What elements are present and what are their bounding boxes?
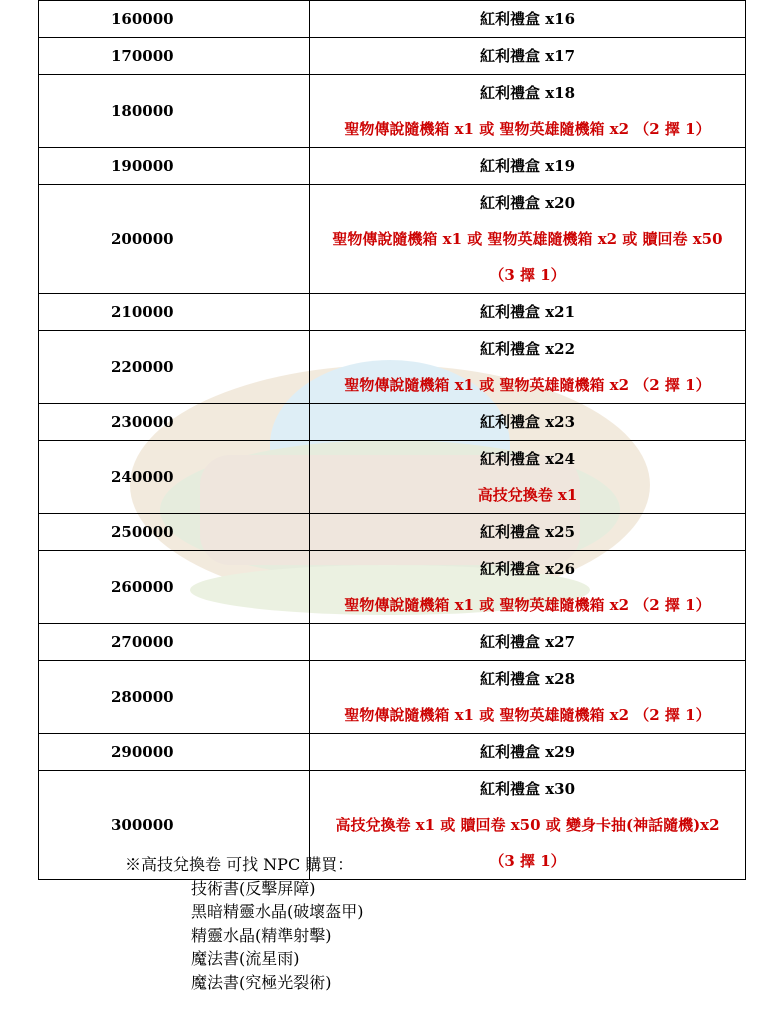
amount-cell: 160000 — [39, 1, 310, 38]
reward-line: 紅利禮盒 x25 — [479, 523, 576, 541]
table-row — [39, 331, 746, 404]
reward-cell — [310, 551, 746, 624]
reward-line: 聖物傳說隨機箱 x1 或 聖物英雄隨機箱 x2 （2 擇 1） — [344, 120, 711, 138]
table-row — [39, 148, 746, 185]
table-row — [39, 38, 746, 75]
reward-line: 聖物傳說隨機箱 x1 或 聖物英雄隨機箱 x2 （2 擇 1） — [344, 706, 711, 724]
reward-cell — [310, 75, 746, 148]
reward-line: 紅利禮盒 x19 — [479, 157, 576, 175]
amount-cell: 260000 — [39, 551, 310, 624]
table-row — [39, 404, 746, 441]
reward-cell — [310, 1, 746, 38]
reward-line: 聖物傳說隨機箱 x1 或 聖物英雄隨機箱 x2 （2 擇 1） — [344, 596, 711, 614]
reward-line: 紅利禮盒 x28 — [479, 670, 576, 688]
amount-cell: 210000 — [39, 294, 310, 331]
reward-line: 聖物傳說隨機箱 x1 或 聖物英雄隨機箱 x2 或 贖回卷 x50 — [332, 230, 723, 248]
reward-line: 紅利禮盒 x22 — [479, 340, 576, 358]
reward-line: 紅利禮盒 x23 — [479, 413, 576, 431]
reward-line: 紅利禮盒 x21 — [479, 303, 576, 321]
reward-cell — [310, 661, 746, 734]
table-row — [39, 624, 746, 661]
reward-cell — [310, 441, 746, 514]
reward-line: 紅利禮盒 x27 — [479, 633, 576, 651]
reward-cell — [310, 514, 746, 551]
amount-cell: 250000 — [39, 514, 310, 551]
amount-cell: 270000 — [39, 624, 310, 661]
reward-line: 紅利禮盒 x29 — [479, 743, 576, 761]
reward-line: 紅利禮盒 x30 — [479, 780, 576, 798]
amount-cell: 220000 — [39, 331, 310, 404]
reward-cell — [310, 771, 746, 880]
rewards-table — [38, 0, 746, 880]
reward-line: 高技兌換卷 x1 — [477, 486, 578, 504]
reward-line: 紅利禮盒 x16 — [479, 10, 576, 28]
table-row — [39, 551, 746, 624]
amount-cell: 180000 — [39, 75, 310, 148]
amount-cell: 230000 — [39, 404, 310, 441]
reward-line: 聖物傳說隨機箱 x1 或 聖物英雄隨機箱 x2 （2 擇 1） — [344, 376, 711, 394]
reward-cell — [310, 38, 746, 75]
npc-note — [125, 853, 364, 994]
note-item: 魔法書(究極光裂術) — [191, 972, 332, 992]
amount-cell: 240000 — [39, 441, 310, 514]
reward-line: （3 擇 1） — [489, 852, 566, 870]
reward-line: 紅利禮盒 x18 — [479, 84, 576, 102]
reward-cell — [310, 624, 746, 661]
reward-line: （3 擇 1） — [489, 266, 566, 284]
note-item: 魔法書(流星雨) — [191, 949, 300, 968]
amount-cell: 280000 — [39, 661, 310, 734]
table-row — [39, 75, 746, 148]
table-row — [39, 441, 746, 514]
amount-cell: 170000 — [39, 38, 310, 75]
reward-cell — [310, 404, 746, 441]
reward-cell — [310, 294, 746, 331]
reward-line: 紅利禮盒 x17 — [479, 47, 576, 65]
reward-cell — [310, 185, 746, 294]
table-row — [39, 1, 746, 38]
amount-cell: 200000 — [39, 185, 310, 294]
table-row — [39, 734, 746, 771]
amount-cell: 290000 — [39, 734, 310, 771]
table-row — [39, 514, 746, 551]
table-row — [39, 294, 746, 331]
table-row — [39, 185, 746, 294]
note-heading: ※高技兌換卷 可找 NPC 購買： — [125, 855, 354, 874]
note-item: 精靈水晶(精準射擊) — [191, 925, 332, 945]
reward-line: 紅利禮盒 x24 — [479, 450, 576, 468]
table-row — [39, 661, 746, 734]
reward-line: 紅利禮盒 x26 — [479, 560, 576, 578]
note-item: 技術書(反擊屏障) — [191, 878, 316, 898]
reward-cell — [310, 331, 746, 404]
reward-cell — [310, 734, 746, 771]
reward-cell — [310, 148, 746, 185]
reward-line: 紅利禮盒 x20 — [479, 194, 576, 212]
amount-cell: 300000 — [39, 771, 310, 880]
reward-line: 高技兌換卷 x1 或 贖回卷 x50 或 變身卡抽(神話隨機)x2 — [335, 816, 720, 834]
amount-cell: 190000 — [39, 148, 310, 185]
note-item: 黑暗精靈水晶(破壞盔甲) — [191, 902, 364, 921]
